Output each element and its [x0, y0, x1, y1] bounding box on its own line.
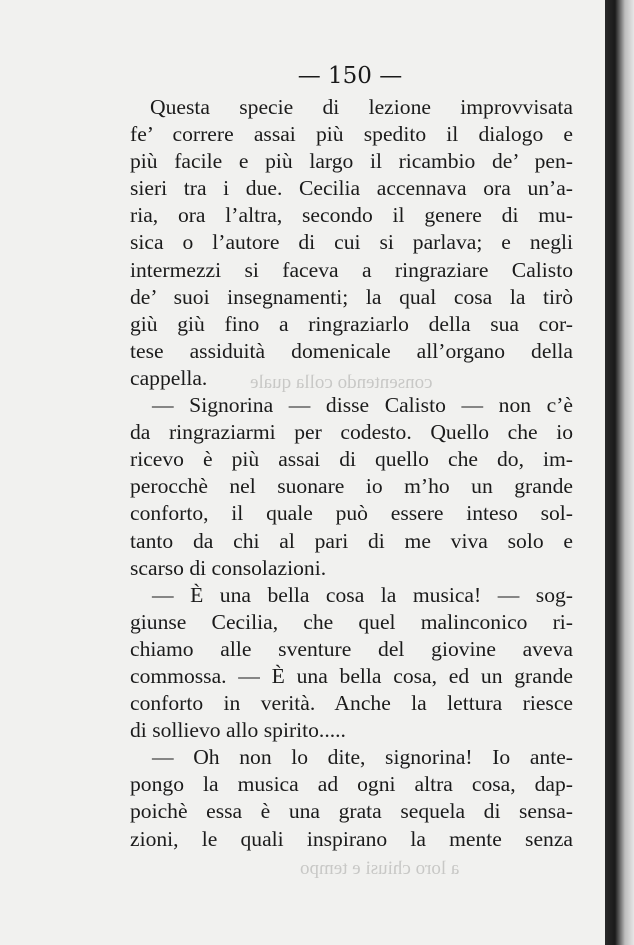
text-line: tese assiduità domenicale all’organo della [130, 338, 573, 363]
text-line: intermezzi si faceva a ringraziare Calisto [130, 257, 573, 282]
text-line: fe’ correre assai più spedito il dialogo e [130, 122, 573, 147]
text-line: di sollievo allo spirito..... [130, 718, 346, 743]
text-line: chiamo alle sventure del giovine aveva [130, 636, 573, 661]
bleed-through-text: consentendo colla quale [250, 372, 433, 393]
text-line: tanto da chi al pari di me viva solo e [130, 528, 573, 553]
text-line: pongo la musica ad ogni altra cosa, dap- [130, 772, 573, 797]
text-line: Questa specie di lezione improvvisata [150, 95, 573, 119]
text-line: conforto, il quale può essere inteso sol- [130, 501, 573, 526]
bleed-through-text: a loro chiusi e tempo [300, 858, 460, 879]
page-number: — 150 — [297, 63, 403, 89]
text-line: giù giù fino a ringraziarlo della sua cor- [130, 311, 573, 336]
text-line: zioni, le quali inspirano la mente senza [130, 826, 573, 851]
text-line: commossa. — È una bella cosa, ed un grande [130, 663, 573, 688]
text-line: ria, ora l’altra, secondo il genere di mu- [130, 203, 573, 228]
text-line: più facile e più largo il ricambio de’ pen- [130, 149, 573, 174]
text-line: giunse Cecilia, che quel malinconico ri- [130, 609, 573, 634]
text-line: sica o l’autore di cui si parlava; e negli [130, 230, 573, 255]
text-line: de’ suoi insegnamenti; la qual cosa la tirò [130, 284, 573, 309]
text-line: perocchè nel suonare io m’ho un grande [130, 474, 573, 499]
text-line: da ringraziarmi per codesto. Quello che io [130, 420, 573, 445]
text-line: poichè essa è una grata sequela di sensa- [130, 799, 573, 824]
text-line: — È una bella cosa la musica! — sog- [152, 582, 573, 607]
text-line: cappella. [130, 365, 208, 390]
text-line: — Oh non lo dite, signorina! Io ante- [152, 745, 573, 770]
text-line: sieri tra i due. Cecilia accennava ora un’a- [130, 176, 573, 201]
body-text [130, 94, 573, 853]
text-line: ricevo è più assai di quello che do, im- [130, 447, 573, 472]
text-line: — Signorina — disse Calisto — non c’è [152, 393, 573, 418]
text-line: scarso di consolazioni. [130, 555, 327, 580]
text-line: conforto in verità. Anche la lettura riesce [130, 691, 573, 716]
book-spine-edge [605, 0, 634, 945]
